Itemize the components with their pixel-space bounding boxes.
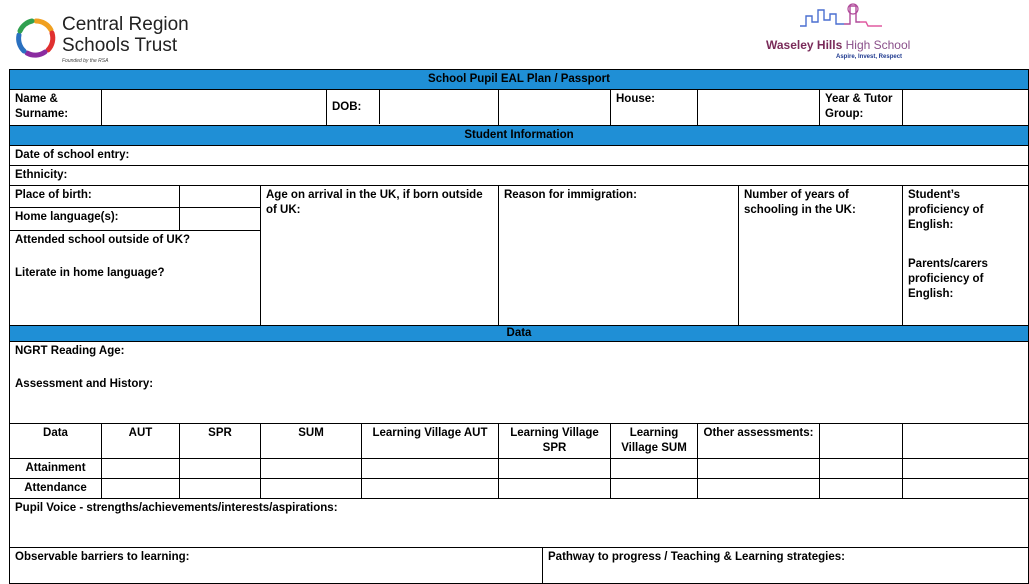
place-birth-field[interactable] [180,186,261,208]
year-tutor-label: Year & Tutor Group: [820,90,903,126]
attainment-spr[interactable] [180,459,261,479]
lv-spr-col-header: Learning Village SPR [499,424,611,459]
attendance-lv-aut[interactable] [362,479,499,499]
trust-name-line2: Schools Trust [62,35,178,56]
years-schooling-label: Number of years of schooling in the UK: [744,189,856,216]
trust-founded-note: Founded by the RSA [62,58,109,64]
attendance-row-label: Attendance [10,479,102,499]
pathway-label: Pathway to progress / Teaching & Learning strategies: [548,551,845,563]
home-language-field[interactable] [180,208,261,231]
extra-col-header-1 [820,424,903,459]
age-arrival-cell[interactable] [261,186,499,326]
lv-aut-col-header: Learning Village AUT [362,424,499,459]
years-schooling-cell[interactable] [739,186,903,326]
aut-col-header: AUT [102,424,180,459]
attainment-extra-1[interactable] [820,459,903,479]
house-label: House: [611,90,698,126]
school-name [766,38,910,52]
attainment-lv-sum[interactable] [611,459,698,479]
house-field[interactable] [698,90,820,126]
attendance-extra-1[interactable] [820,479,903,499]
ethnicity-label: Ethnicity: [15,169,68,181]
school-motto: Aspire, Invest, Respect [836,54,903,60]
attainment-aut[interactable] [102,459,180,479]
barriers-label: Observable barriers to learning: [15,551,190,563]
attended-literate-cell[interactable] [10,231,261,326]
spr-col-header: SPR [180,424,261,459]
attendance-other[interactable] [698,479,820,499]
pathway-cell[interactable] [543,548,1029,584]
eal-plan-form [9,69,1029,584]
attainment-sum[interactable] [261,459,362,479]
attended-outside-label: Attended school outside of UK? [15,234,191,246]
name-label: Name & Surname: [10,90,102,126]
date-entry-field[interactable] [10,146,1029,166]
proficiency-cell[interactable] [903,186,1029,326]
trust-name-line1: Central Region [62,14,189,35]
school-name-suffix: High School [845,38,911,52]
ngrt-label: NGRT Reading Age: [15,345,125,357]
ring-logo-icon [16,18,56,58]
sum-col-header: SUM [261,424,362,459]
pupil-voice-cell[interactable] [10,499,1029,548]
attendance-spr[interactable] [180,479,261,499]
lv-sum-col-header: Learning Village SUM [611,424,698,459]
skyline-logo-icon [798,2,884,30]
date-entry-label: Date of school entry: [15,149,130,161]
school-name-main: Waseley Hills [766,38,843,52]
reason-immigration-label: Reason for immigration: [504,189,637,201]
parent-proficiency-label: Parents/carers proficiency of English: [908,258,988,300]
attainment-other[interactable] [698,459,820,479]
attainment-lv-aut[interactable] [362,459,499,479]
name-field[interactable] [102,90,327,126]
ethnicity-field[interactable] [10,166,1029,186]
extra-col-header-2 [903,424,1029,459]
dob-field[interactable] [380,90,499,124]
dob-field-extra[interactable] [499,90,611,126]
student-info-title: Student Information [10,126,1029,146]
form-title: School Pupil EAL Plan / Passport [10,70,1029,90]
attendance-sum[interactable] [261,479,362,499]
attendance-aut[interactable] [102,479,180,499]
school-logo-block [760,2,920,64]
place-birth-label: Place of birth: [10,186,180,208]
dob-split [327,90,498,124]
data-col-header: Data [10,424,102,459]
assessment-label: Assessment and History: [15,378,154,390]
student-proficiency-label: Student’s proficiency of English: [908,189,984,231]
dob-label: DOB: [327,90,380,124]
attendance-lv-spr[interactable] [499,479,611,499]
attainment-row-label: Attainment [10,459,102,479]
pupil-voice-label: Pupil Voice - strengths/achievements/interests/aspirations: [15,502,338,514]
barriers-cell[interactable] [10,548,543,584]
attendance-lv-sum[interactable] [611,479,698,499]
year-tutor-field[interactable] [903,90,1029,126]
reason-immigration-cell[interactable] [499,186,739,326]
ngrt-assessment-cell[interactable] [10,342,1029,424]
literate-label: Literate in home language? [15,267,165,279]
data-title: Data [10,326,1029,342]
trust-name [62,14,189,56]
attainment-lv-spr[interactable] [499,459,611,479]
other-assessments-col-header: Other assessments: [698,424,820,459]
dob-cell [327,90,499,126]
age-arrival-label: Age on arrival in the UK, if born outside of UK: [266,189,483,216]
attendance-extra-2[interactable] [903,479,1029,499]
home-language-label: Home language(s): [10,208,180,231]
attainment-extra-2[interactable] [903,459,1029,479]
